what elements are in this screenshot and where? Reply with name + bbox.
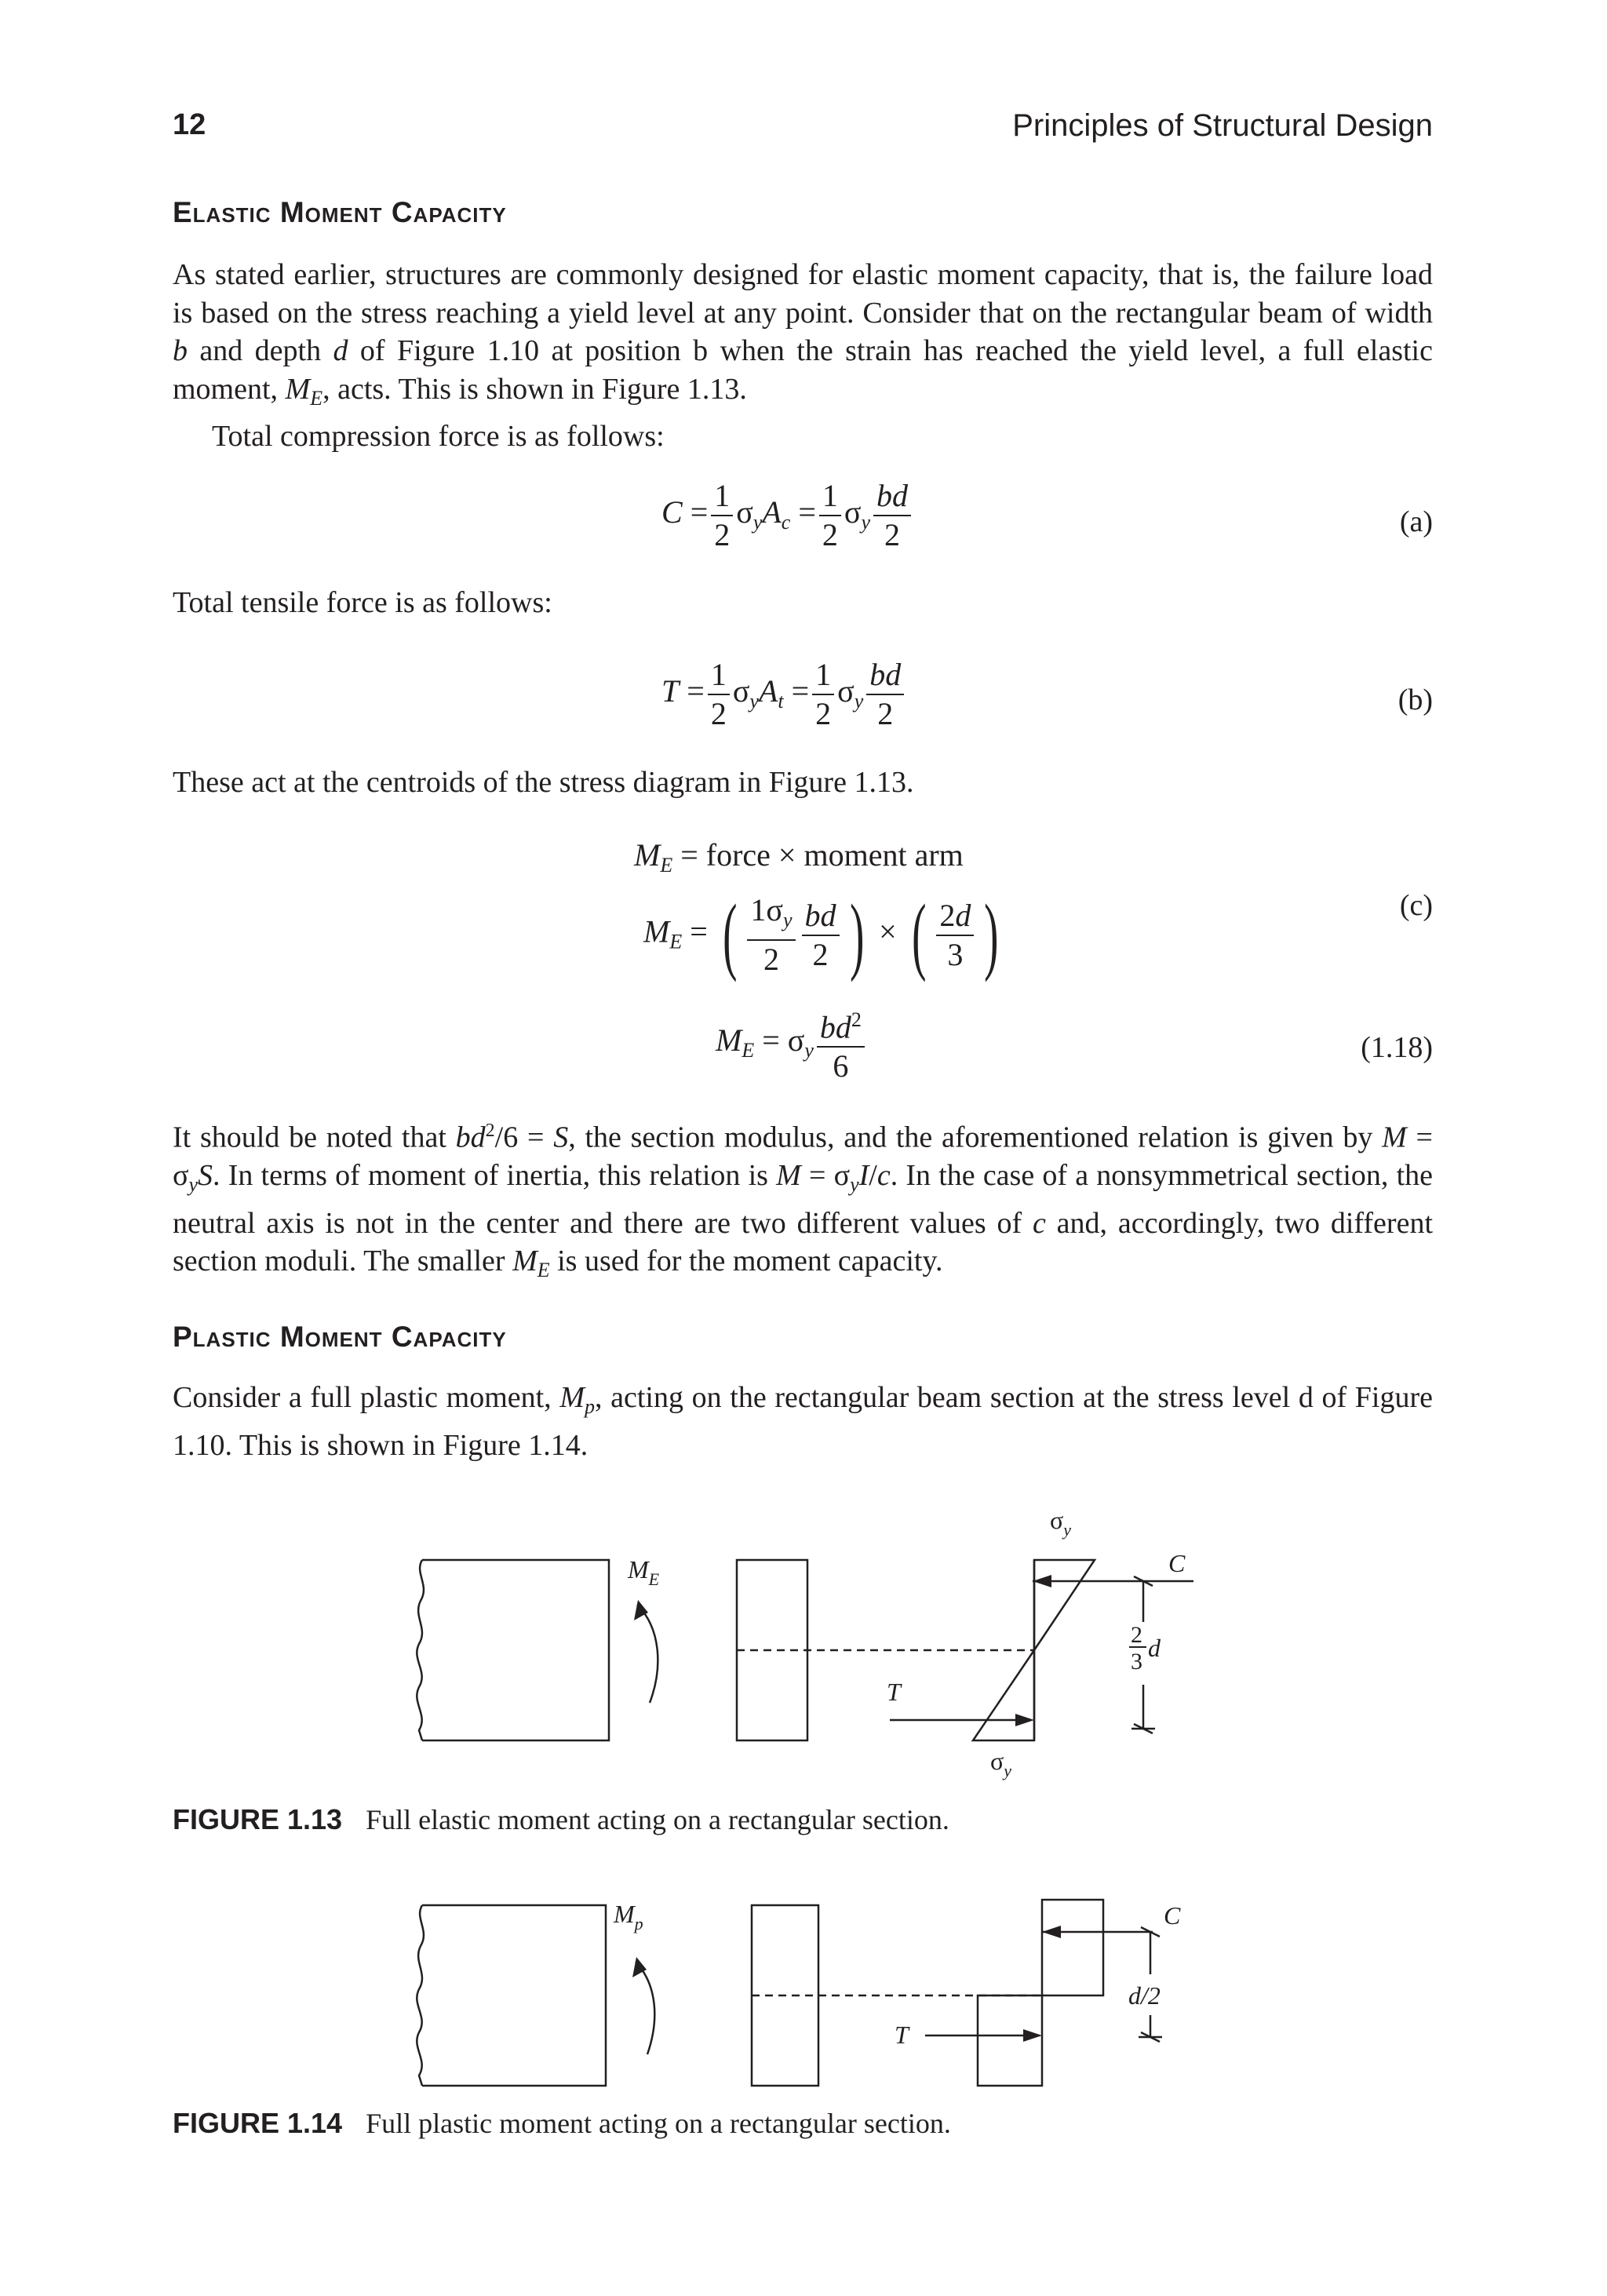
section-modulus-paragraph	[173, 1112, 1433, 1290]
arm-variable: d	[1148, 1634, 1161, 1662]
text-run: E	[310, 386, 323, 410]
moment-label: M	[628, 1555, 649, 1584]
paragraph-text: Total tensile force is as follows:	[173, 586, 552, 619]
paragraph-text: These act at the centroids of the stress diagram in Figure 1.13.	[173, 766, 914, 799]
sigma-subscript: y	[1063, 1520, 1072, 1540]
equation-tag-b: (b)	[1397, 683, 1433, 716]
svg-text:Mp	[613, 1900, 643, 1933]
eq-subscript: c	[781, 511, 791, 534]
t-arrowhead	[1023, 2029, 1042, 2042]
figure-1-13-diagram	[408, 1503, 1224, 1785]
c-arrowhead	[1042, 1926, 1061, 1938]
text-run: M	[559, 1381, 585, 1414]
equation-c-line2: $M_E$ = ( $\frac{1\sigma_y}{2}$ $\frac{bd}{2}$ ) × ( $\frac{2d}{3}$ )	[643, 887, 999, 982]
c-arrowhead	[1033, 1575, 1051, 1587]
arm-denominator: 3	[1131, 1649, 1142, 1675]
figure-caption-text: Full elastic moment acting on a rectangular section.	[366, 1804, 949, 1835]
text-run: /6 =	[494, 1121, 554, 1154]
figure-caption-text: Full plastic moment acting on a rectangular section.	[366, 2108, 951, 2139]
text-run: = σ	[800, 1159, 851, 1193]
c-force-label: C	[1164, 1901, 1181, 1930]
text-run: M	[776, 1159, 801, 1193]
text-run: = σ	[173, 1121, 1433, 1193]
svg-text:σy: $\sigma_y$	[990, 1747, 1012, 1780]
text-run: As stated earlier, structures are commonly designed for elastic moment capacity, that is, the failure load is based on the stress reaching a yield level at any point. Consider that on the rectangular beam of width	[173, 258, 1433, 330]
text-run: Consider a full plastic moment,	[173, 1381, 560, 1414]
eq-symbol: C	[661, 494, 683, 530]
equation-1-18: $M_E = \sigma_y$ $\frac{bd^2}{6}$	[716, 1003, 868, 1084]
text-run: is used for the moment capacity.	[549, 1245, 943, 1278]
running-title: Principles of Structural Design	[1012, 108, 1433, 143]
text-run: y	[850, 1173, 859, 1197]
moment-label: M	[614, 1900, 635, 1928]
equation-c-line1: $M_E$ = force × moment arm	[634, 837, 964, 876]
text-run: M	[1382, 1121, 1407, 1154]
figure-1-14-caption	[173, 2107, 951, 2140]
c-force-label: C	[1168, 1549, 1186, 1577]
t-force-label: T	[887, 1678, 901, 1706]
svg-text:ME	[627, 1555, 660, 1589]
elastic-intro-paragraph	[173, 256, 1433, 456]
sigma-bottom-label: σ	[990, 1747, 1004, 1775]
text-run: bd	[455, 1121, 486, 1154]
equation-tag-a: (a)	[1399, 505, 1433, 538]
arm-numerator: 2	[1131, 1622, 1142, 1648]
text-run: S	[198, 1159, 213, 1193]
paragraph-text	[173, 256, 1433, 417]
eq-subscript: t	[778, 690, 784, 713]
text-run: p	[584, 1395, 595, 1418]
moment-subscript: E	[648, 1569, 660, 1589]
equation-tag-c: (c)	[1399, 889, 1433, 922]
section-heading-plastic: Plastic Moment Capacity	[173, 1321, 507, 1353]
text-run: c	[876, 1159, 891, 1193]
paragraph-text: Total compression force is as follows:	[212, 420, 665, 453]
text-run: and depth	[188, 334, 333, 367]
text-run: and, accordingly, two different section moduli. The smaller	[173, 1206, 1433, 1278]
text-run: d	[333, 334, 348, 367]
equation-a: C = $\frac{1}{2}$ $\sigma_yA_c$ = $\frac{1}{2}$ $\sigma_y$ $\frac{bd}{2}$	[661, 479, 914, 552]
svg-text:σy	[1050, 1506, 1071, 1540]
text-run: , acts. This is shown in Figure 1.13.	[322, 372, 747, 406]
figure-1-13-caption	[173, 1803, 949, 1836]
paragraph-text	[173, 1379, 1433, 1464]
page-number: 12	[173, 108, 206, 141]
text-run: M	[285, 372, 311, 406]
eq-text: force × moment arm	[705, 837, 964, 873]
eq-symbol: T	[661, 673, 680, 709]
paragraph-text	[173, 1112, 1433, 1290]
arm-label: d/2	[1128, 1981, 1161, 2010]
text-run: M	[512, 1245, 537, 1278]
text-run: b	[173, 334, 188, 367]
text-run: /	[869, 1159, 877, 1193]
text-run: y	[188, 1173, 199, 1197]
equation-b: T = $\frac{1}{2}$ $\sigma_yA_t$ = $\frac{1}{2}$ $\sigma_y$ $\frac{bd}{2}$	[661, 658, 907, 731]
figure-label: FIGURE 1.13	[173, 1803, 343, 1835]
t-force-label: T	[895, 2021, 909, 2049]
text-run: It should be noted that	[173, 1121, 456, 1154]
text-run: . In the case of a nonsymmetrical section, the neutral axis is not in the center and there are two different values of	[173, 1159, 1434, 1240]
section-heading-elastic: Elastic Moment Capacity	[173, 196, 507, 228]
centroid-sentence	[173, 764, 1433, 802]
sigma-top-label: σ	[1050, 1506, 1064, 1534]
moment-subscript: p	[634, 1914, 643, 1933]
text-run: . In terms of moment of inertia, this relation is	[213, 1159, 777, 1193]
text-run: S	[553, 1121, 569, 1154]
figure-1-14-diagram	[408, 1875, 1224, 2103]
text-run: , acting on the rectangular beam section at the stress level d of Figure 1.10. This is shown in Figure 1.14.	[173, 1381, 1433, 1462]
tensile-intro	[173, 584, 1433, 622]
text-run: 2	[485, 1121, 495, 1141]
text-run: of Figure 1.10 at position b when the strain has reached the yield level, a full elastic moment,	[173, 334, 1433, 406]
text-run: , the section modulus, and the aforementioned relation is given by	[568, 1121, 1383, 1154]
plastic-intro-paragraph	[173, 1379, 1433, 1464]
text-run: c	[1032, 1206, 1046, 1240]
text-run: E	[537, 1259, 550, 1282]
equation-tag-1-18: (1.18)	[1361, 1031, 1433, 1064]
text-run: I	[858, 1159, 869, 1193]
t-arrowhead	[1015, 1714, 1034, 1726]
figure-label: FIGURE 1.14	[173, 2107, 343, 2139]
